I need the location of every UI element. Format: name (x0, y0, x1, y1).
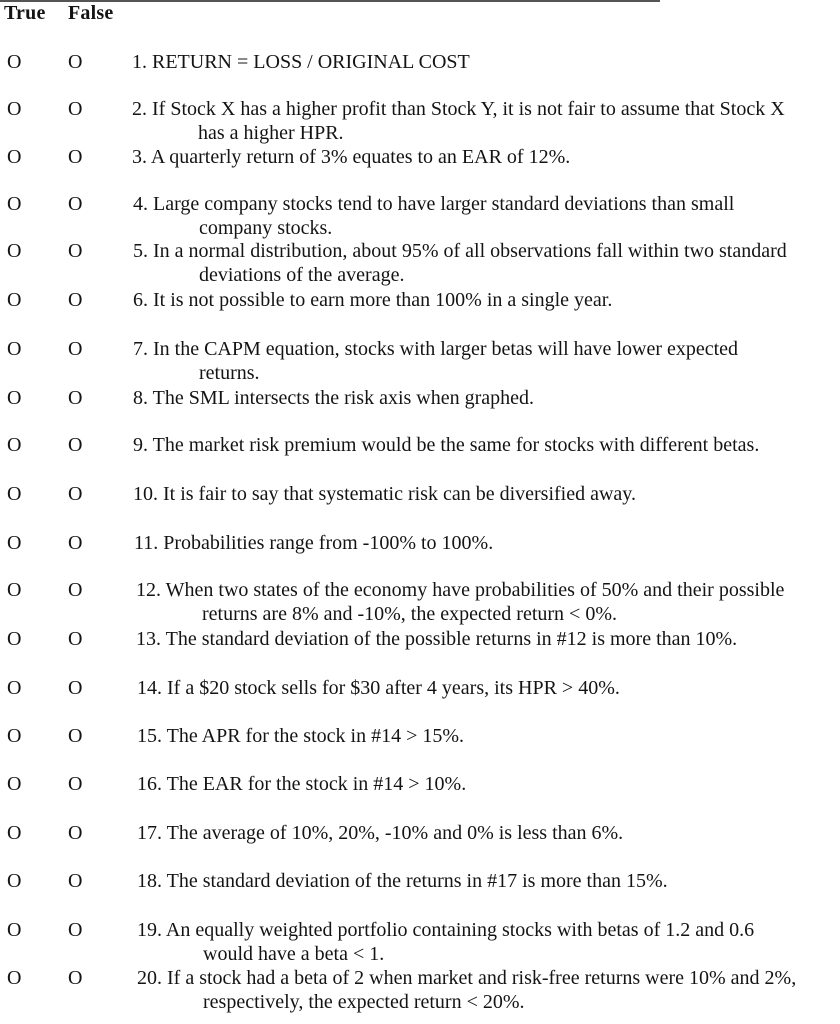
question-line (132, 50, 834, 74)
question-number: 1. (132, 51, 147, 73)
question-number: 6. (133, 289, 148, 311)
false-bubble[interactable]: O (68, 532, 83, 554)
question-line (134, 531, 834, 555)
question-continuation: returns are 8% and -10%, the expected return < 0%. (202, 603, 617, 625)
question-line (136, 627, 834, 651)
question-text (132, 145, 834, 169)
false-bubble[interactable]: O (68, 193, 83, 215)
question-line (133, 433, 834, 457)
question-statement: The average of 10%, 20%, -10% and 0% is less than 6%. (166, 822, 624, 844)
true-bubble[interactable]: O (7, 822, 22, 844)
false-bubble[interactable]: O (68, 919, 83, 941)
question-text (133, 239, 834, 287)
false-bubble[interactable]: O (68, 434, 83, 456)
question-statement: In the CAPM equation, stocks with larger betas will have lower expected (153, 338, 739, 360)
question-continuation: respectively, the expected return < 20%. (203, 991, 525, 1013)
column-header (4, 2, 113, 25)
question-text (137, 869, 834, 893)
question-number: 3. (132, 146, 147, 168)
question-continuation: company stocks. (199, 217, 333, 239)
question-statement: It is not possible to earn more than 100% in a single year. (153, 289, 613, 311)
question-line (137, 772, 834, 796)
question-text (137, 966, 834, 1014)
question-text (133, 386, 834, 410)
question-text (137, 676, 834, 700)
question-statement: Probabilities range from -100% to 100%. (163, 532, 494, 554)
true-bubble[interactable]: O (7, 240, 22, 262)
question-text (133, 337, 834, 385)
question-line (137, 821, 834, 845)
question-number: 8. (133, 387, 148, 409)
question-continuation: has a higher HPR. (198, 122, 344, 144)
question-line (133, 337, 834, 361)
false-bubble[interactable]: O (68, 822, 83, 844)
false-bubble[interactable]: O (68, 967, 83, 989)
question-number: 20. (137, 967, 162, 989)
question-number: 10. (133, 483, 158, 505)
true-bubble[interactable]: O (7, 532, 22, 554)
question-line (133, 192, 834, 216)
false-bubble[interactable]: O (68, 387, 83, 409)
false-bubble[interactable]: O (68, 628, 83, 650)
question-number: 4. (133, 193, 148, 215)
question-text (136, 627, 834, 651)
question-text (137, 724, 834, 748)
question-line (137, 918, 834, 942)
question-number: 2. (132, 98, 147, 120)
question-number: 9. (133, 434, 148, 456)
question-number: 13. (136, 628, 161, 650)
question-statement: The SML intersects the risk axis when graphed. (152, 387, 535, 409)
question-line (136, 578, 834, 602)
question-statement: When two states of the economy have probabilities of 50% and their possible (165, 579, 785, 601)
question-number: 15. (137, 725, 162, 747)
false-column-label: False (68, 2, 114, 24)
question-line (133, 239, 834, 263)
false-bubble[interactable]: O (68, 773, 83, 795)
question-number: 17. (137, 822, 162, 844)
true-bubble[interactable]: O (7, 483, 22, 505)
question-number: 11. (134, 532, 159, 554)
true-bubble[interactable]: O (7, 967, 22, 989)
question-text (132, 50, 834, 74)
false-bubble[interactable]: O (68, 51, 83, 73)
question-line (137, 676, 834, 700)
question-statement: RETURN = LOSS / ORIGINAL COST (152, 51, 470, 73)
true-bubble[interactable]: O (7, 870, 22, 892)
true-bubble[interactable]: O (7, 51, 22, 73)
question-line (133, 386, 834, 410)
question-continuation: returns. (199, 362, 260, 384)
question-line (133, 288, 834, 312)
question-continuation: deviations of the average. (199, 264, 405, 286)
question-statement: Large company stocks tend to have larger standard deviations than small (153, 193, 735, 215)
true-bubble[interactable]: O (7, 146, 22, 168)
question-text (136, 578, 834, 626)
question-text (137, 918, 834, 966)
question-line (132, 97, 834, 121)
question-statement: The APR for the stock in #14 > 15%. (166, 725, 465, 747)
question-statement: An equally weighted portfolio containing stocks with betas of 1.2 and 0.6 (165, 919, 755, 941)
true-bubble[interactable]: O (7, 628, 22, 650)
true-bubble[interactable]: O (7, 725, 22, 747)
false-bubble[interactable]: O (68, 289, 83, 311)
false-bubble[interactable]: O (68, 870, 83, 892)
question-line (137, 869, 834, 893)
question-statement: If Stock X has a higher profit than Stock Y, it is not fair to assume that Stock X (152, 98, 785, 120)
question-number: 18. (137, 870, 162, 892)
true-bubble[interactable]: O (7, 193, 22, 215)
question-line (133, 482, 834, 506)
false-bubble[interactable]: O (68, 725, 83, 747)
false-bubble[interactable]: O (68, 146, 83, 168)
question-text (133, 433, 834, 457)
question-text (134, 531, 834, 555)
question-number: 5. (133, 240, 148, 262)
true-bubble[interactable]: O (7, 579, 22, 601)
question-text (132, 97, 834, 145)
question-statement: The standard deviation of the returns in #17 is more than 15%. (166, 870, 668, 892)
question-statement: If a stock had a beta of 2 when market and risk-free returns were 10% and 2%, (167, 967, 797, 989)
true-bubble[interactable]: O (7, 919, 22, 941)
question-line (137, 966, 834, 990)
false-bubble[interactable]: O (68, 677, 83, 699)
false-bubble[interactable]: O (68, 240, 83, 262)
true-column-label: True (4, 2, 46, 24)
question-line (132, 145, 834, 169)
question-number: 14. (137, 677, 162, 699)
question-statement: In a normal distribution, about 95% of all observations fall within two standard (153, 240, 787, 262)
true-bubble[interactable]: O (7, 773, 22, 795)
question-text (133, 288, 834, 312)
question-statement: The EAR for the stock in #14 > 10%. (166, 773, 467, 795)
question-number: 12. (136, 579, 161, 601)
question-continuation: would have a beta < 1. (203, 943, 385, 965)
false-bubble[interactable]: O (68, 579, 83, 601)
question-statement: If a $20 stock sells for $30 after 4 years, its HPR > 40%. (167, 677, 620, 699)
true-bubble[interactable]: O (7, 387, 22, 409)
false-bubble[interactable]: O (68, 483, 83, 505)
question-text (133, 482, 834, 506)
true-bubble[interactable]: O (7, 338, 22, 360)
true-bubble[interactable]: O (7, 98, 22, 120)
question-statement: The market risk premium would be the same for stocks with different betas. (152, 434, 760, 456)
question-statement: A quarterly return of 3% equates to an EAR of 12%. (150, 146, 571, 168)
question-number: 19. (137, 919, 162, 941)
question-text (137, 821, 834, 845)
question-statement: It is fair to say that systematic risk can be diversified away. (163, 483, 636, 505)
false-bubble[interactable]: O (68, 98, 83, 120)
question-statement: The standard deviation of the possible returns in #12 is more than 10%. (165, 628, 738, 650)
true-bubble[interactable]: O (7, 434, 22, 456)
true-bubble[interactable]: O (7, 677, 22, 699)
question-line (137, 724, 834, 748)
true-bubble[interactable]: O (7, 289, 22, 311)
question-text (137, 772, 834, 796)
question-text (133, 192, 834, 240)
question-number: 7. (133, 338, 148, 360)
question-number: 16. (137, 773, 162, 795)
false-bubble[interactable]: O (68, 338, 83, 360)
